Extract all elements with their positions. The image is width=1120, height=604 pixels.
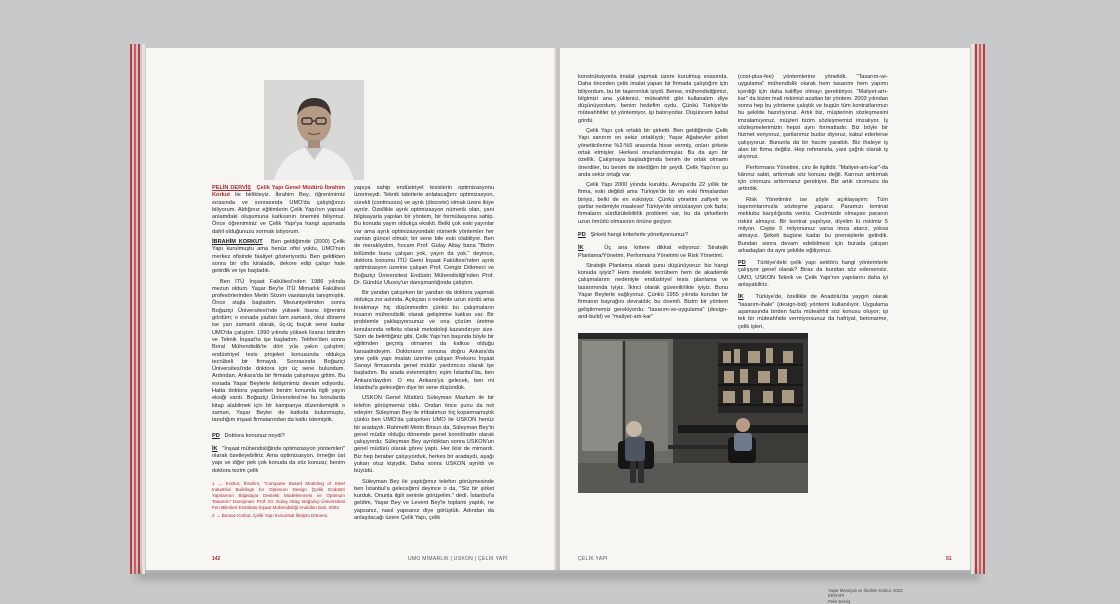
body-paragraph: Süleyman Bey ile yaptığımız telefon görüşmesinde ben İstanbul'a geleceğimi deyince o da, "Siz bir şirket kurduk. Onunla ilgili seninle görüşelim." dedi. İstanbul'a geldim, Yaşar Bey ve Levent Bey'le toplantı yaptık, ne yapsanız, nasıl yapsanız diye görüştük. Adından da anlaşılacağı üzere Çelik Yapı, çelik: [354, 478, 494, 522]
running-footer-left: UMO MİMARLIK | USKON | ÇELİK YAPI: [408, 556, 508, 562]
page-edge-stripe: [983, 44, 985, 574]
speaker-label-ik: İK: [578, 245, 584, 252]
footnote-1: 1 → Korkut, İbrahim, "Computer Based Modeling of Steel Industrial Buildings for Optimum Design (Çelik Endüstri Yapılarının Bilgisayar Destekli Modellenmesi ve Optimum Tasarımı" Danışman: Prof. Dr. Gülay Altay, Boğaziçi Üniversitesi Fen Bilimleri Enstitüsü İnşaat Mühendisliği Anabilim Dalı, 2002.: [212, 480, 345, 510]
page-number-left: 142: [212, 556, 221, 562]
intro-paragraph: [212, 185, 345, 236]
speaker-label-pd: PD: [212, 432, 220, 439]
body-paragraph: yapıya sahip endüstriyel tesislerin optimizasyonu üzerineydi. Teknik tabirlerle anlatacağım: optimizasyon, sürekli (continuous) ve ayrık (discrete) olmak üzere ikiye ayrılır. Özellikle ayrık optimizasyon nümerik olan, yani bilgisayarla yapılan bir yöntem, bir formülasyona sahip. Bu konuda yayın oldukça eksikti. Belki çok eski yayınlar var ama ayrık optimizasyondaki nümerik yöntemler her zaman güncel olmalı; bir sene bile eski olabiliyor. Ben de meraklıydım, hocam Prof. Gülay Altay bana "Bizim bölümde bunu çalışan yok, yayın da yok." deyince, doktora konumu İTÜ Gemi İnşaat Fakültesi'nden ayrık optimizasyon üzerine çalışan Prof. Cengiz Dökmeci ve Boğaziçi Üniversitesi Endüstri Mühendisliği'nden Prof. Dr. Gündüz Ulusoy'un danışmanlığında çalıştım.: [354, 185, 494, 286]
body-paragraph: Performans Yönetimi, ciro ile ilgilidir. "Maliyet-artı-kar"-da kârınız sabit, arttırmak söz konusu değil. Karınızı arttırmak için cironuzu arttırmanız gerekiyor. Biz artık ciromuzu da arttırdık.: [738, 164, 888, 193]
body-paragraph: Çelik Yapı 2000 yılında kuruldu. Avrupa'da 22 yıllık bir firma, eski değildi ama Türkiye'de bir en eski firmalardan biriyiz, belki de en eskisiyiz. Çünkü yönetim zafiyeti ve şartlar nedeniyle maalesef Türkiye'de sinüslasyon çok fazla; firmaların sürdürülebilirlik problemi var, bu da şirketlerin uzun ömürlü olmasının önüne geçiyor.: [578, 182, 728, 225]
left-column: [212, 185, 345, 519]
page-edge-stripe: [975, 44, 977, 574]
answer-paragraph: [578, 245, 728, 260]
book-shadow: [136, 570, 980, 580]
caption-line-1: Yaşar Marulyalı ve İbrahim Korkut, 2022,: [828, 588, 904, 593]
question-text: Türkiye'deki çelik yapı sektörü hangi yöntemlerle çalışıyor genel olarak? Biraz da bundan söz edersensiz. UMO, USKON Teknik ve Çelik Yapı'nın yapılarını daha iyi anlayabiliriz.: [738, 260, 888, 289]
middle-column: [354, 185, 494, 525]
footnote-2: 2 → Bomaz Korkut, Çelik Yapı Kurumsal İletişim Dönemi.: [212, 512, 329, 518]
intro-text: ile birlikteyiz. İbrahim Bey, öğrenimimiz sırasında ve sonrasında UMO'da çalıştığınızı biliyorum. Aldığınız eğitimlerin Çelik Yapı'nın yapısal anlamdaki oluşumuna katkısının önemini biliyoruz. Önce öğreniminiz ve Çelik Yapı'ya hangi aşamada dahil olduğunuzu sormak istiyorum.: [212, 192, 345, 235]
page-edge-stripe: [138, 44, 140, 574]
running-footer-right: ÇELİK YAPI: [578, 556, 608, 562]
office-photo-image: [578, 333, 808, 493]
answer-paragraph-2: Ben İTÜ İnşaat Fakültesi'nden 1986 yılında mezun oldum. Yaşar Bey'le İTÜ Mimarlık Fakültesi profesörlerinden Metin Sözen vasıtasıyla tanışmıştık. Önce stajla başladım. Mezuniyetimden sonra Boğaziçi Üniversitesi'nde yüksek lisans öğrenimi gördüm; o esnada yazları tam zamanlı, okul dönemi ise yarı zamanlı olarak, üç-üç buçuk sene kadar UMO'da çalıştım. 1990 yılında yüksek lisansı bitirdim ve Teknik İnşaat'ta işe başladım. Tekfen'den sonra Boral Mühendislik'te dört yıla yakın çalıştım; endüstriyel tesis projeleri konusunda oldukça tecrübeli bir firmaydı. Sonrasında Boğaziçi Üniversitesi'nde doktora için üç sene bulundum. Ardından, Ankara'da bir firmada çalışmaya gittim. Bu esnada Yaşar Beylerle iletişimimiz devam ediyordu. Hatta doktora yaparken benim konumla ilgili yayın eksiği vardı. Boğaziçi Üniversitesi'ne bu konularda kitap alabilmek için bir kampanya düzenlemiştik o zaman, Yaşar Beyler de katkıda bulunmuştu, tanıdığım inşaat firmalarından da katkı istemiştik.: [212, 278, 345, 424]
right-page: [560, 48, 970, 604]
interviewee-title: Çelik Yapı Genel Müdürü İbrahim Korkut: [212, 185, 345, 199]
question-paragraph: [738, 260, 888, 289]
body-paragraph: konstrüksiyonla imalat yapmak üzere kurulmuş esasında. Daha önceden çelik imalat yapan bir firmada çalıştığım için biliyordum, bu bir taşeronluk işiydi. Bense, mühendisliğimizi, bilgimizi ana yüklenici, müteahhit gibi kullanalım diye düşünüyordum, benim hedefim oydu. Çünkü Türkiye'de müteahhitler iyi yöntemiyor, işi batırıyorlar. Düşüncem kabul gördü.: [578, 74, 728, 124]
photo-caption: [828, 588, 904, 604]
answer-text: Ben geldiğimde (2000) Çelik Yapı kurulmuştu ama henüz ofisi yoktu, UMO'nun merkez ofisinde faaliyet gösteriyordu. Ben geldikten sonra bir ofis kiraladık, dekore edip çalışır hale getirdik ve işe başladık.: [212, 239, 345, 275]
office-photo: [578, 333, 808, 493]
answer-paragraph-3: [212, 446, 345, 475]
speaker-name-ik: İBRAHİM KORKUT: [212, 239, 263, 246]
body-paragraph: Risk Yönetimini ise şöyle açıklayayım: Tüm taşeronlarımızla sözleşme yaparız. Paramızı teminat mektubu karşılığında veririz. Cezimizde olmayan paranın riskini almayız. Bir kontrat yapılıyor, diyelim ki riskimiz 5 milyon. Cepte 5 milyonunuz varsa imza atarız, yoksa atmayız. Şirketi bugüne kadar bu prensiplerle getirdik. Bundan sonra devam edebilmesi için burada çalışan arkadaşları da aynı şekilde eğitiyoruz.: [738, 196, 888, 254]
answer-paragraph: [738, 294, 888, 330]
body-paragraph: Bir yandan çalışırken bir yandan da doktora yapmak oldukça zor aslında. Açıkçası o nedenle uzun sürdü ama bırakmayı hiç düşünmedim çünkü bu çalışmaların insanın mühendislik olarak gelişimine katkısı var. Bir problemle yaklaşıyorsunuz ve ona çözüm üretme konularında refleks olarak metodoloji kazandırıyor size. Sizin de belirttiğiniz gibi, Çelik Yapı'nın başında böyle bir eğitimden geçmiş olmamın da katkısı olduğu kanaatindeyim. Doktoranın sonuna doğru Ankara'da yine çelik yapı imalatı üzerine çalışan Prekons İnşaat Sanayi firmasında genel müdür yardımcısı olarak işe başladım. Bu arada evlenmiştim; eşim İstanbul'da, ben Ankara'daydım. O mu Ankara'ya gelecek, ben mi İstanbul'a geleceğim diye bir sene düşündük.: [354, 290, 494, 392]
book-spread: [128, 42, 988, 604]
speaker-label-ik: İK: [212, 445, 218, 452]
speaker-label-pd: PD: [738, 260, 746, 267]
page-number-right: 51: [946, 556, 952, 562]
question-paragraph: [212, 433, 345, 440]
page-edge-stripe: [130, 44, 132, 574]
speaker-name-pd: PELİN DERVİŞ: [212, 185, 252, 191]
right-column-2: [738, 74, 888, 334]
question-text: Doktora konunuz neydi?: [224, 432, 285, 439]
speaker-label-ik: İK: [738, 294, 744, 301]
question-paragraph: [578, 232, 728, 239]
page-edge-stripe: [971, 44, 974, 574]
answer-paragraph: [212, 239, 345, 275]
right-column-1: [578, 74, 728, 324]
speaker-label-pd: PD: [578, 231, 586, 238]
portrait-photo: [264, 80, 364, 180]
page-edge-stripe: [134, 44, 136, 574]
answer-text: Türkiye'de, özellikle de Anadolu'da yaygın olarak "tasarım-ihale" (design-bid) yöntemi kullanılıyor. Uygulama aşamasında birden fazla müteahhit söz konusu oluyor; işi tek bir müteahhide vermiyorsunuz da hafriyat, betonarme, çelik işleri,: [738, 294, 888, 330]
body-paragraph: USKON Genel Müdürü Süleyman Mazlum ile bir telefon görüşmemiz oldu. Ondan önce şunu da not edeyim: Süleyman Bey ile irtibatımızı hiç koparmamıştık çünkü ben UMO'da çalışırken UMO ile USKON henüz bir aradaydı. Rahmetli Metin Birsun da, Süleyman Bey'in genel müdür olduğu dönemde genel koordinatör olarak çalışıyordu; Süleyman Bey ayrıldıktan sonra USKON'un genel müdürü olarak görev yaptı. Her ikisi de mimardı. Biz hep beraber çalışıyorduk, herkes bir aradaydı, aşağı yukarı otuz kişiydik. Daha sonra USKON ayrıldı ve büyüdü.: [354, 395, 494, 475]
body-paragraph: Çelik Yapı çok ortaklı bir şirketti. Ben geldiğimde Çelik Yapı sanırım on sekiz ortaklıydı; Yaşar Ağabeyler şirket yönetiicilerine %2-%5 arasında hisse vermiş, onları şirkete ortak etmişler. Herkesi onurlandırmışlar. Bu da ayrı bir özellik. Çalışmaya başladığımda benim de ortak olmamı önerdiler, bu benim de istediğim bir şeydi. Çelik Yapı'nın şu anda sekiz ortağı var.: [578, 128, 728, 178]
body-paragraph: Stratejik Planlama olarak şunu düşünüyoruz: biz hangi konuda iyiyiz? Hem mesleki tecrübem hem de akademik çalışmalarım nedeniyle endüstriyel tesis planlama ve tasarımında iyiyiz. İkinci olarak güvenilirlikte iyiyiz. Bunu Yaşar Beylerle sağlıyoruz. Çünkü 1955 yılında kurulan bir firmanın bayrağını devraldık; bu önemli. Bizim bir yöntem geliştirmemiz gerekiyordu: "tasarım-ve-uygulama" (design-and-build) ve "maliyet-artı-kar": [578, 262, 728, 320]
answer-text: Üç ana kritere dikkat ediyoruz: Stratejik Planlama/Yönetim, Performans Yönetimi ve Risk Yönetimi.: [578, 245, 729, 259]
question-text: Şirketi hangi kriterlerle yönetiyorsunuz?: [590, 231, 689, 238]
caption-line-3: Pelin Derviş: [828, 598, 851, 604]
caption-line-2: ERİYAPI: [828, 593, 845, 599]
body-paragraph: (cost-plus-fee) yöntemlerine yönelidk. "Tasarım-ve-uygulama" mühendislik olarak hem tasarımı hem yapımı içerdiği için daha kaliflye olmayı gerektiriyor. "Maliyet-artı-kar" da bizim mali riskimizi azaltan bir yöntem. 2003 yılından sonra hep bu yönteme çalıştık ve bugün tüm kontratlarımızı bu şekilde hazırlıyoruz. Artık biz, müşterinin sözleşmesini imzalamıyoruz, müşteri bizim sözleşmemizi imzalıyor. İş sözleşmelerimizin hepsi aynı formattadır. Biz böyle bir hizmet veriyoruz, şartlarımız budur diyoruz, kabul ederlerse çalışıyoruz. Bununla da bir hacim yarattık. Biz ihaleye iş alan bir firma değiliz. Hep referansla, yani çağrılı olarak iş alıyoruz.: [738, 74, 888, 161]
page-edge-stripe: [979, 44, 981, 574]
page-edge-stripe: [142, 44, 145, 574]
answer-text-2: "İnşaat mühendisliğinde optimizasyon yöntemleri" olarak özetleyebiliriz. Ama optimizasyon, örneğin üst yapı ve diğer pek çok konuda da söz konusu; benim doktora tezim çelik: [212, 445, 346, 474]
left-page: [146, 48, 556, 570]
portrait-image: [264, 80, 364, 180]
